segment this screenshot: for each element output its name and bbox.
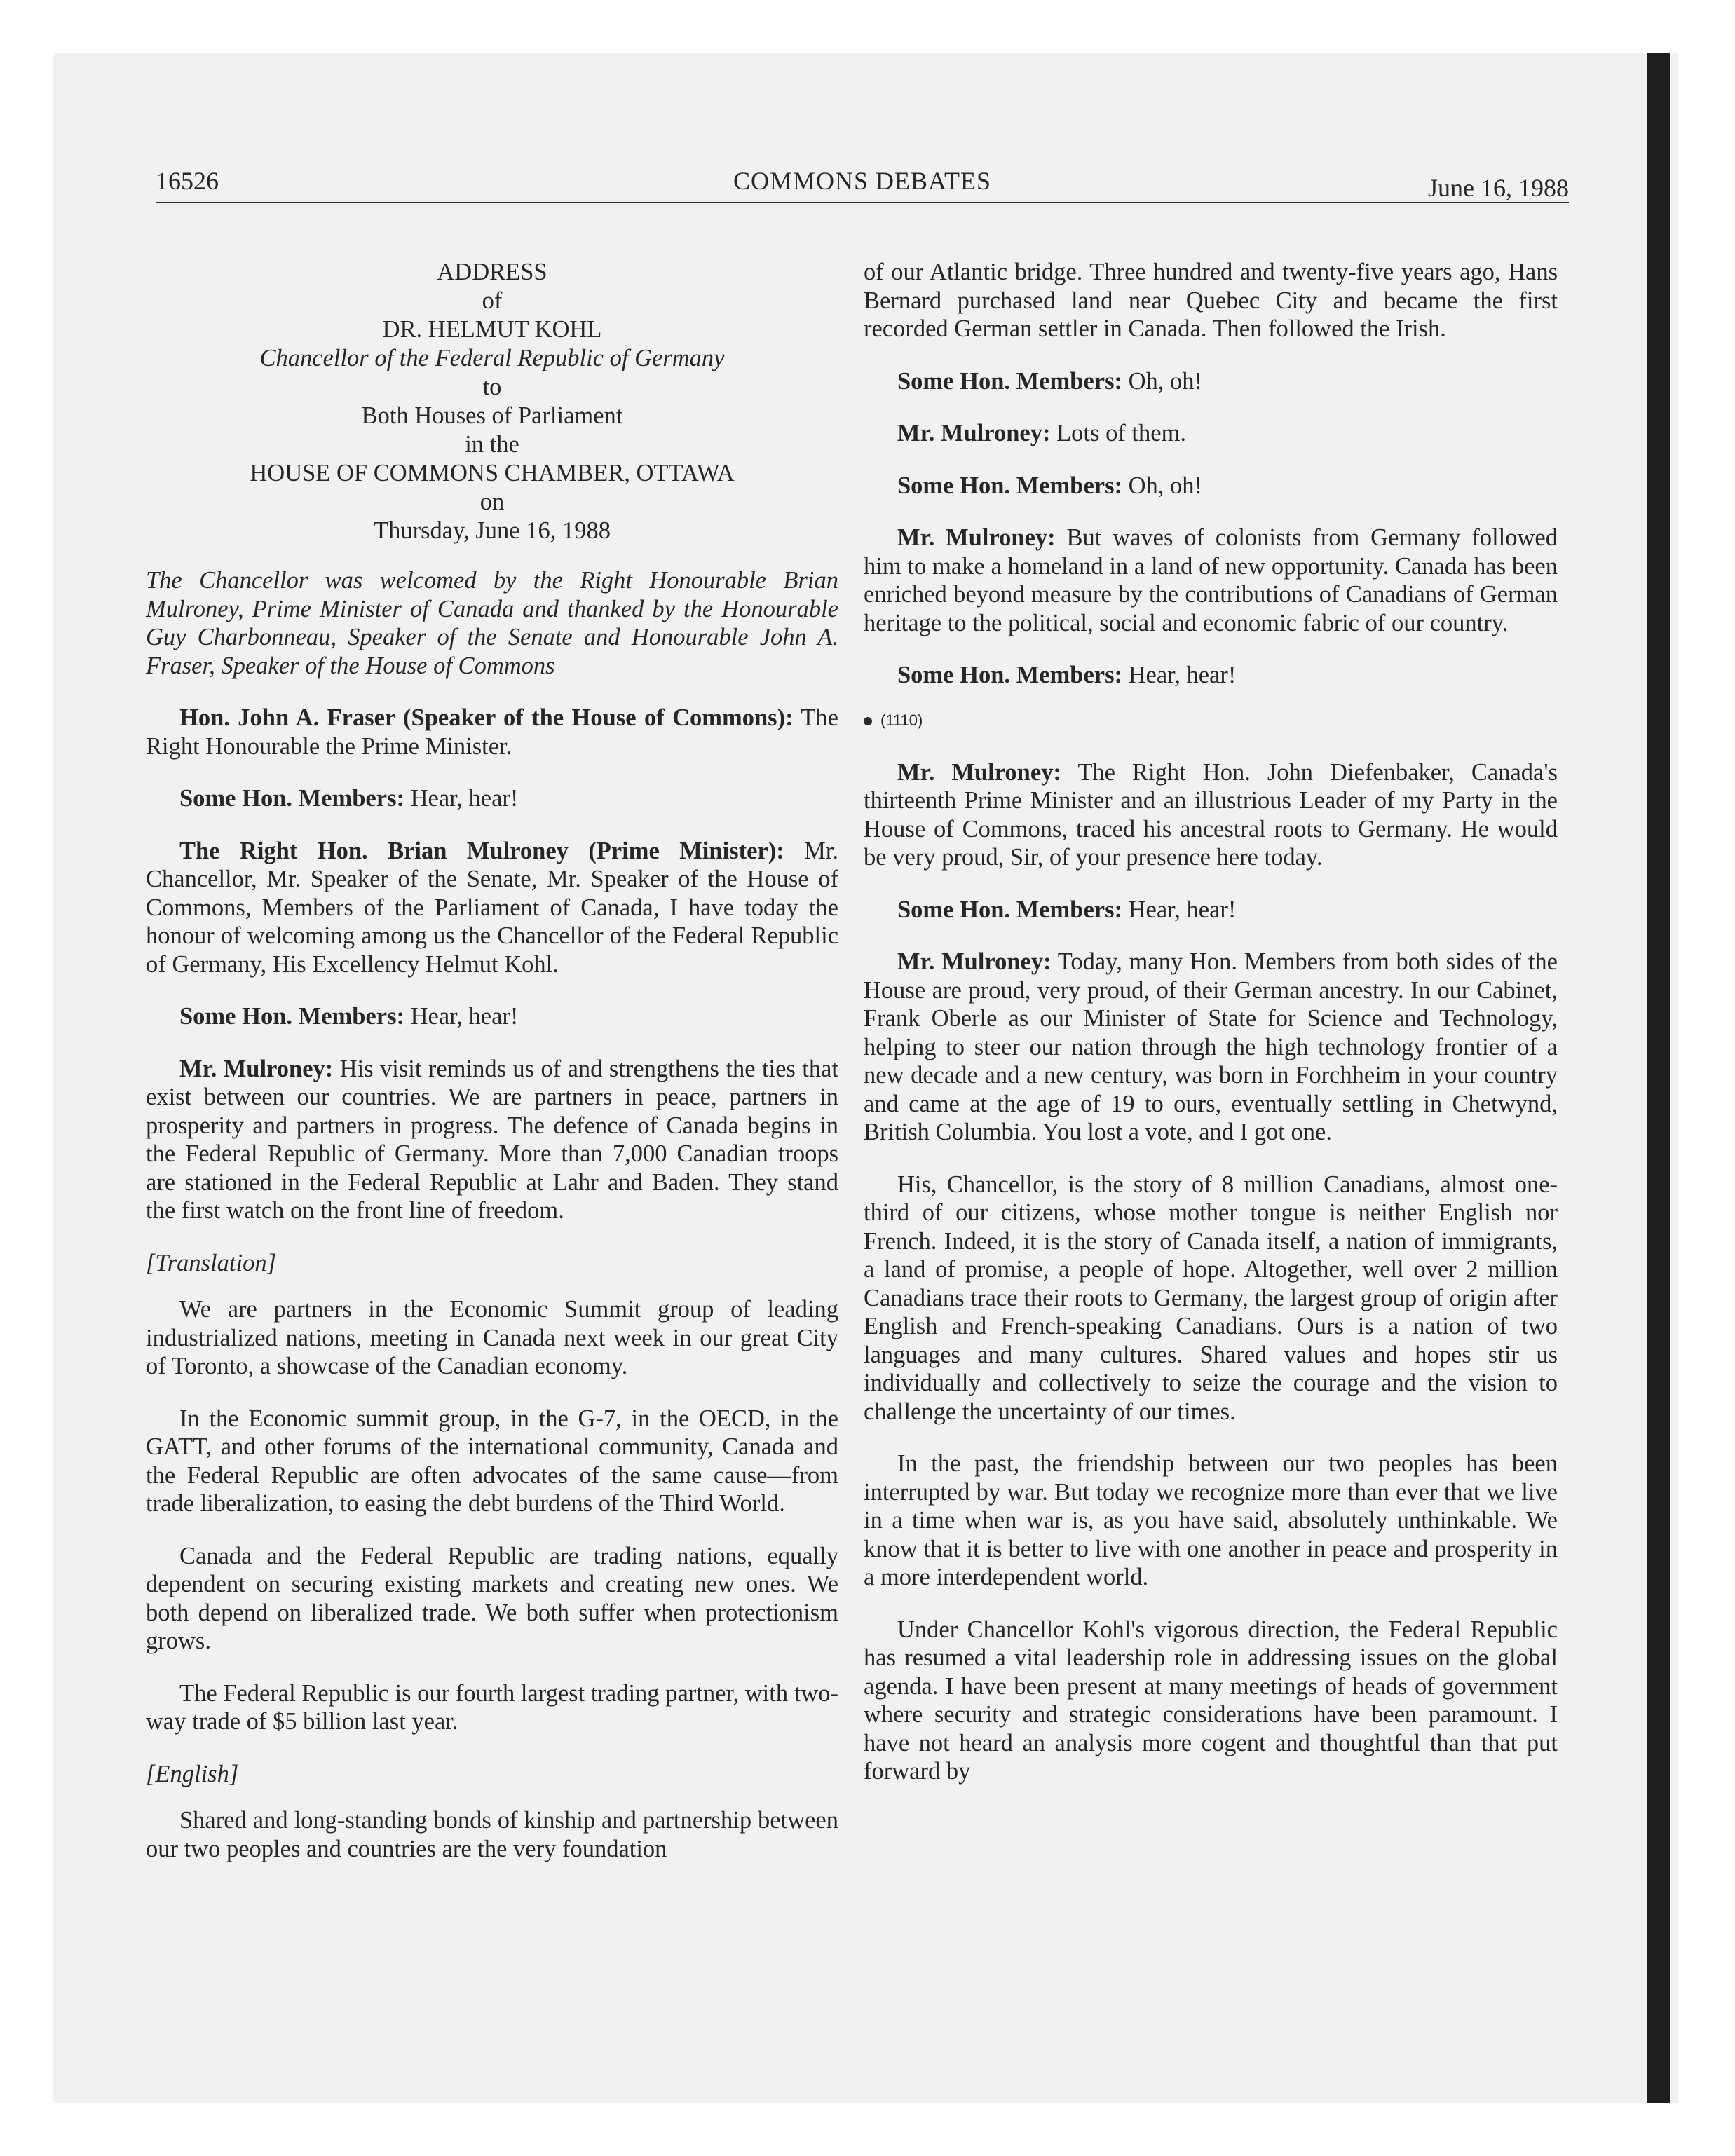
speaker-name: Some Hon. Members: (897, 896, 1122, 923)
paragraph: In the Economic summit group, in the G-7, in the OECD, in the GATT, and other forums of the international community, Canada and the Federal Republic are often advocates of the same cause—from trade liberalization, to easing the debt burdens of the Third World. (146, 1405, 838, 1517)
speech-text: But waves of colonists from Germany followed him to make a homeland in a land of new opportunity. Canada has been enriched beyond measure by the contributions of Canadians of German heritage to the political, social and economic fabric of our country. (864, 524, 1558, 636)
paragraph (864, 896, 1558, 925)
speaker-name: The Right Hon. Brian Mulroney (Prime Minister): (179, 837, 784, 864)
paragraph: Under Chancellor Kohl's vigorous direction, the Federal Republic has resumed a vital leadership role in addressing issues on the global agenda. I have been present at many meetings of heads of government where security and strategic considerations have been paramount. I have not heard an analysis more cogent and thoughtful than that put forward by (864, 1616, 1558, 1785)
address-line: ADDRESS (437, 259, 547, 285)
speech-text: The Right Honourable the Prime Minister. (146, 704, 838, 760)
address-line: Both Houses of Parliament (361, 402, 623, 429)
paragraph: In the past, the friendship between our two peoples has been interrupted by war. But today we recognize more than ever that we live in a time when war is, as you have said, absolutely unthinkable. We know that it is better to live with one another in peace and prosperity in a more interdependent world. (864, 1450, 1558, 1590)
page-number: 16526 (156, 167, 219, 195)
speaker-name: Some Hon. Members: (179, 1003, 404, 1030)
speaker-name: Some Hon. Members: (179, 785, 404, 812)
speaker-name: Some Hon. Members: (897, 472, 1122, 499)
speech-text: Mr. Chancellor, Mr. Speaker of the Senate, Mr. Speaker of the House of Commons, Members of the Parliament of Canada, I have today the honour of welcoming among us the Chancellor of the Federal Republic of Germany, His Excellency Helmut Kohl. (146, 837, 838, 978)
time-marker-text: (1110) (880, 711, 923, 729)
paragraph (864, 661, 1558, 690)
address-line: DR. HELMUT KOHL (382, 316, 602, 343)
paragraph: His, Chancellor, is the story of 8 million Canadians, almost one-third of our citizens, whose mother tongue is neither English nor French. Indeed, it is the story of Canada itself, a nation of immigrants, a land of promise, a people of hope. Altogether, well over 2 million Canadians trace their roots to Germany, the largest group of origin after English and French-speaking Canadians. Ours is a nation of two languages and many cultures. Shared values and hopes stir us individually and collectively to seize the courage and the vision to challenge the uncertainty of our times. (864, 1171, 1558, 1425)
paragraph (146, 837, 838, 979)
paragraph (864, 367, 1558, 396)
publication-title: COMMONS DEBATES (733, 167, 992, 195)
paragraph (864, 758, 1558, 872)
speech-text: Oh, oh! (1122, 472, 1203, 499)
paragraph: The Federal Republic is our fourth largest trading partner, with two-way trade of $5 billion last year. (146, 1679, 838, 1735)
paragraph (146, 784, 838, 813)
speaker-name: Mr. Mulroney: (897, 524, 1056, 551)
paragraph (864, 472, 1558, 500)
paragraph: of our Atlantic bridge. Three hundred and twenty-five years ago, Hans Bernard purchased land near Quebec City and became the first recorded German settler in Canada. Then followed the Irish. (864, 259, 1558, 342)
address-title-block (146, 258, 838, 545)
speech-text: Today, many Hon. Members from both sides of the House are proud, very proud, of their German ancestry. In our Cabinet, Frank Oberle as our Minister of State for Science and Technology, helping to steer our nation through the high technology frontier of a new decade and a new century, was born in Forchheim in your country and came at the age of 19 to ours, eventually settling in Chetwynd, British Columbia. You lost a vote, and I got one. (864, 948, 1558, 1145)
speaker-name: Some Hon. Members: (897, 367, 1122, 395)
paragraph: Shared and long-standing bonds of kinship and partnership between our two peoples and countries are the very foundation (146, 1807, 838, 1862)
speech-text: Hear, hear! (1122, 896, 1237, 923)
speaker-name: Hon. John A. Fraser (Speaker of the House of Commons): (179, 704, 794, 731)
time-marker (864, 707, 1558, 735)
address-line: on (479, 489, 505, 515)
right-column (864, 258, 1558, 1810)
intro-paragraph: The Chancellor was welcomed by the Right Honourable Brian Mulroney, Prime Minister of Canada and thanked by the Honourable Guy Charbonneau, Speaker of the Senate and Honourable John A. Fraser, Speaker of the House of Commons (146, 567, 838, 679)
address-line: to (482, 374, 502, 400)
paragraph (146, 704, 838, 760)
speech-text: His visit reminds us of and strengthens the ties that exist between our countries. We are partners in peace, partners in prosperity and partners in progress. The defence of Canada begins in the Federal Republic of Germany. More than 7,000 Canadian troops are stationed in the Federal Republic at Lahr and Baden. They stand the first watch on the front line of freedom. (146, 1055, 838, 1224)
speech-text: Hear, hear! (404, 1003, 519, 1030)
speech-text: The Right Hon. John Diefenbaker, Canada's thirteenth Prime Minister and an illustrious Leader of my Party in the House of Commons, traced his ancestral roots to Germany. He would be very proud, Sir, of your presence here today. (864, 758, 1558, 871)
address-line: of (482, 287, 503, 314)
paragraph (146, 1055, 838, 1225)
paragraph (864, 419, 1558, 448)
address-line: in the (465, 431, 519, 458)
address-line: Chancellor of the Federal Republic of Germany (259, 345, 725, 371)
speech-text: Hear, hear! (404, 785, 519, 812)
bullet-dot-icon (864, 717, 872, 725)
speech-text: Oh, oh! (1122, 367, 1203, 395)
speech-text: Hear, hear! (1122, 662, 1237, 688)
paragraph: We are partners in the Economic Summit group of leading industrialized nations, meeting in Canada next week in our great City of Toronto, a showcase of the Canadian economy. (146, 1296, 838, 1379)
speaker-name: Mr. Mulroney: (897, 758, 1061, 786)
paragraph (864, 948, 1558, 1147)
paragraph: Canada and the Federal Republic are trading nations, equally dependent on securing existing markets and creating new ones. We both depend on liberalized trade. We both suffer when protectionism grows. (146, 1542, 838, 1654)
speaker-name: Mr. Mulroney: (179, 1055, 334, 1082)
address-line: HOUSE OF COMMONS CHAMBER, OTTAWA (250, 460, 735, 486)
speech-text: Lots of them. (1050, 420, 1187, 446)
translation-label: [Translation] (146, 1249, 276, 1276)
scan-edge-bar (1647, 53, 1670, 2103)
speaker-name: Mr. Mulroney: (897, 420, 1051, 446)
paragraph (864, 524, 1558, 637)
left-column (146, 258, 838, 1887)
paragraph (146, 1002, 838, 1031)
english-label: [English] (146, 1760, 239, 1787)
page-header (156, 156, 1569, 206)
header-rule (156, 202, 1569, 203)
address-line: Thursday, June 16, 1988 (374, 517, 611, 544)
speaker-name: Mr. Mulroney: (897, 948, 1052, 975)
speaker-name: Some Hon. Members: (897, 662, 1122, 688)
header-date: June 16, 1988 (1428, 174, 1569, 202)
